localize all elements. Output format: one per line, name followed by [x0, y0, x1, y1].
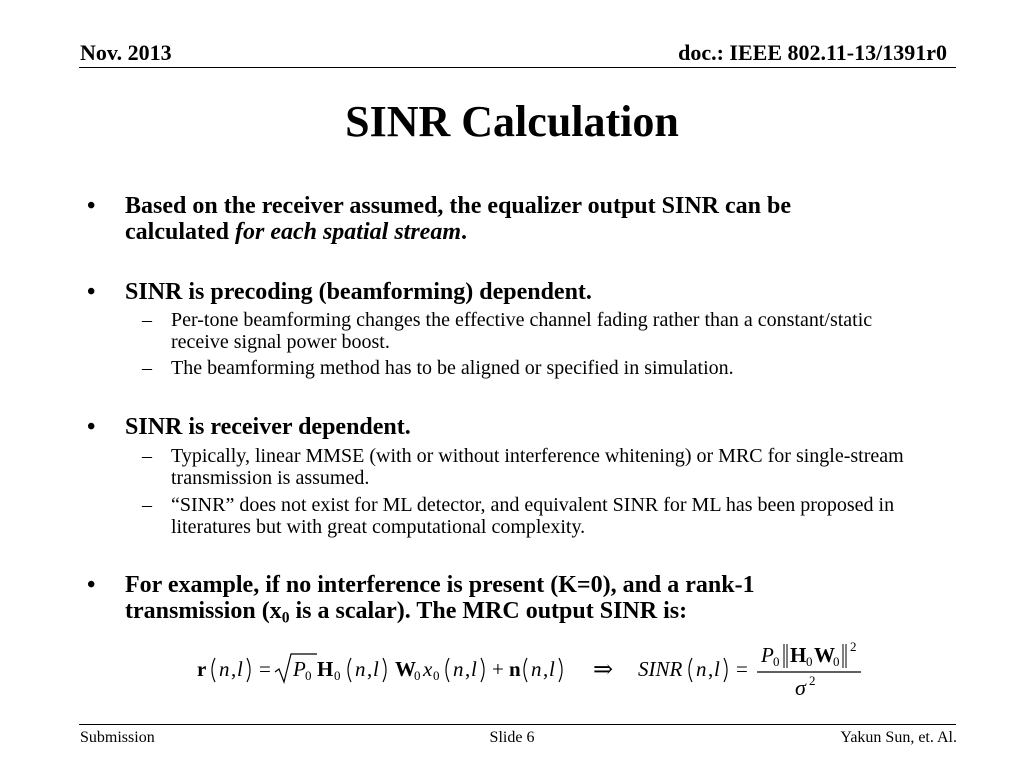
- eq-sinr: SINR: [638, 657, 683, 681]
- eq-l: l: [237, 657, 243, 681]
- bullet-2-sub-1: [142, 309, 912, 353]
- footer-rule: [79, 724, 956, 725]
- bullet-3-sub-1: [142, 445, 912, 489]
- bullet-2-text: SINR is precoding (beamforming) dependent.: [125, 279, 592, 305]
- header-doc-id: doc.: IEEE 802.11-13/1391r0: [678, 40, 947, 65]
- bullet-dot-icon: •: [87, 414, 96, 440]
- eq-W: W: [395, 657, 416, 681]
- bullet-3: [87, 414, 917, 440]
- eq-right-paren: [247, 658, 250, 682]
- bullet-2-sub-2-text: The beamforming method has to be aligned or specified in simulation.: [171, 357, 734, 379]
- bullet-4-line1: For example, if no interference is present (K=0), and a rank-1: [125, 572, 755, 598]
- eq-plus: +: [492, 657, 504, 681]
- eq-l: l: [373, 657, 379, 681]
- eq-comma: ,: [231, 657, 237, 681]
- bullet-4-subscript: 0: [281, 609, 290, 627]
- eq-sigma: σ: [795, 675, 806, 698]
- bullet-3-text: SINR is receiver dependent.: [125, 414, 411, 440]
- eq-n: n: [696, 657, 707, 681]
- bullet-4: [87, 572, 917, 627]
- eq-H-subscript: 0: [334, 668, 341, 683]
- bullet-2-sub-1-text: Per-tone beamforming changes the effective channel fading rather than a constant/static receive signal power boost.: [171, 309, 873, 353]
- eq-x-subscript: 0: [433, 668, 440, 683]
- eq-frac-H-subscript: 0: [806, 654, 813, 669]
- eq-comma: ,: [367, 657, 373, 681]
- bullet-1-line2-suffix: .: [460, 219, 467, 245]
- slide-title: SINR Calculation: [345, 97, 679, 146]
- dash-icon: –: [142, 309, 152, 331]
- eq-P: P: [293, 657, 306, 681]
- eq-frac-W: W: [814, 643, 835, 667]
- eq-sigma-exponent: 2: [809, 673, 816, 688]
- eq-n: n: [219, 657, 230, 681]
- eq-comma: ,: [543, 657, 549, 681]
- header-date: Nov. 2013: [80, 40, 172, 65]
- eq-right-paren: [559, 658, 562, 682]
- bullet-dot-icon: •: [87, 572, 96, 598]
- dash-icon: –: [142, 494, 152, 516]
- eq-frac-P-subscript: 0: [773, 654, 780, 669]
- bullet-1-italic-phrase: for each spatial stream: [234, 219, 461, 245]
- eq-equals: =: [736, 657, 748, 681]
- dash-icon: –: [142, 357, 152, 379]
- eq-comma: ,: [465, 657, 471, 681]
- eq-left-paren: [524, 658, 527, 682]
- eq-H: H: [317, 657, 334, 681]
- bullet-3-sub-1-text: Typically, linear MMSE (with or without interference whitening) or MRC for single-stream transmission is assumed.: [171, 445, 904, 489]
- eq-left-paren: [348, 658, 351, 682]
- footer-slide-number: Slide 6: [489, 729, 535, 746]
- bullet-2-sub-2: [142, 357, 912, 379]
- bullet-dot-icon: •: [87, 279, 96, 305]
- footer-author: Yakun Sun, et. Al.: [840, 729, 957, 746]
- eq-r-bold: r: [197, 657, 207, 681]
- eq-noise-n: n: [509, 657, 521, 681]
- eq-l: l: [471, 657, 477, 681]
- eq-left-paren: [212, 658, 215, 682]
- eq-frac-W-subscript: 0: [833, 654, 840, 669]
- footer-submission: Submission: [80, 729, 155, 746]
- bullet-3-sub-2-text: “SINR” does not exist for ML detector, and equivalent SINR for ML has been proposed in literatures but with great computational complexity.: [171, 494, 895, 538]
- eq-left-paren: [446, 658, 449, 682]
- dash-icon: –: [142, 445, 152, 467]
- mrc-sinr-equation: [195, 638, 875, 698]
- eq-implies-icon: ⇒: [593, 657, 614, 683]
- header-rule: [79, 67, 956, 68]
- bullet-1-text: [125, 193, 917, 245]
- bullet-1-line1: Based on the receiver assumed, the equalizer output SINR can be: [125, 193, 791, 219]
- eq-frac-P: P: [761, 643, 774, 667]
- eq-x: x: [423, 657, 433, 681]
- eq-right-paren: [481, 658, 484, 682]
- eq-W-subscript: 0: [414, 668, 421, 683]
- eq-right-paren: [724, 658, 727, 682]
- eq-l: l: [714, 657, 720, 681]
- bullet-1-line2-prefix: calculated: [125, 219, 235, 245]
- eq-l: l: [549, 657, 555, 681]
- eq-frac-H: H: [790, 643, 807, 667]
- eq-n: n: [355, 657, 366, 681]
- bullet-4-text: [125, 572, 917, 627]
- eq-P-subscript: 0: [305, 668, 312, 683]
- bullet-1: [87, 193, 917, 245]
- bullet-dot-icon: •: [87, 193, 96, 219]
- eq-frac-exponent: 2: [850, 639, 857, 654]
- eq-comma: ,: [708, 657, 714, 681]
- eq-left-paren: [689, 658, 692, 682]
- eq-n: n: [531, 657, 542, 681]
- bullet-2: [87, 279, 917, 305]
- bullet-4-line2-b: is a scalar). The MRC output SINR is:: [289, 598, 688, 624]
- eq-right-paren: [383, 658, 386, 682]
- eq-equals: =: [259, 657, 271, 681]
- eq-n: n: [453, 657, 464, 681]
- bullet-3-sub-2: [142, 494, 912, 538]
- bullet-4-line2-a: transmission (x: [125, 598, 282, 624]
